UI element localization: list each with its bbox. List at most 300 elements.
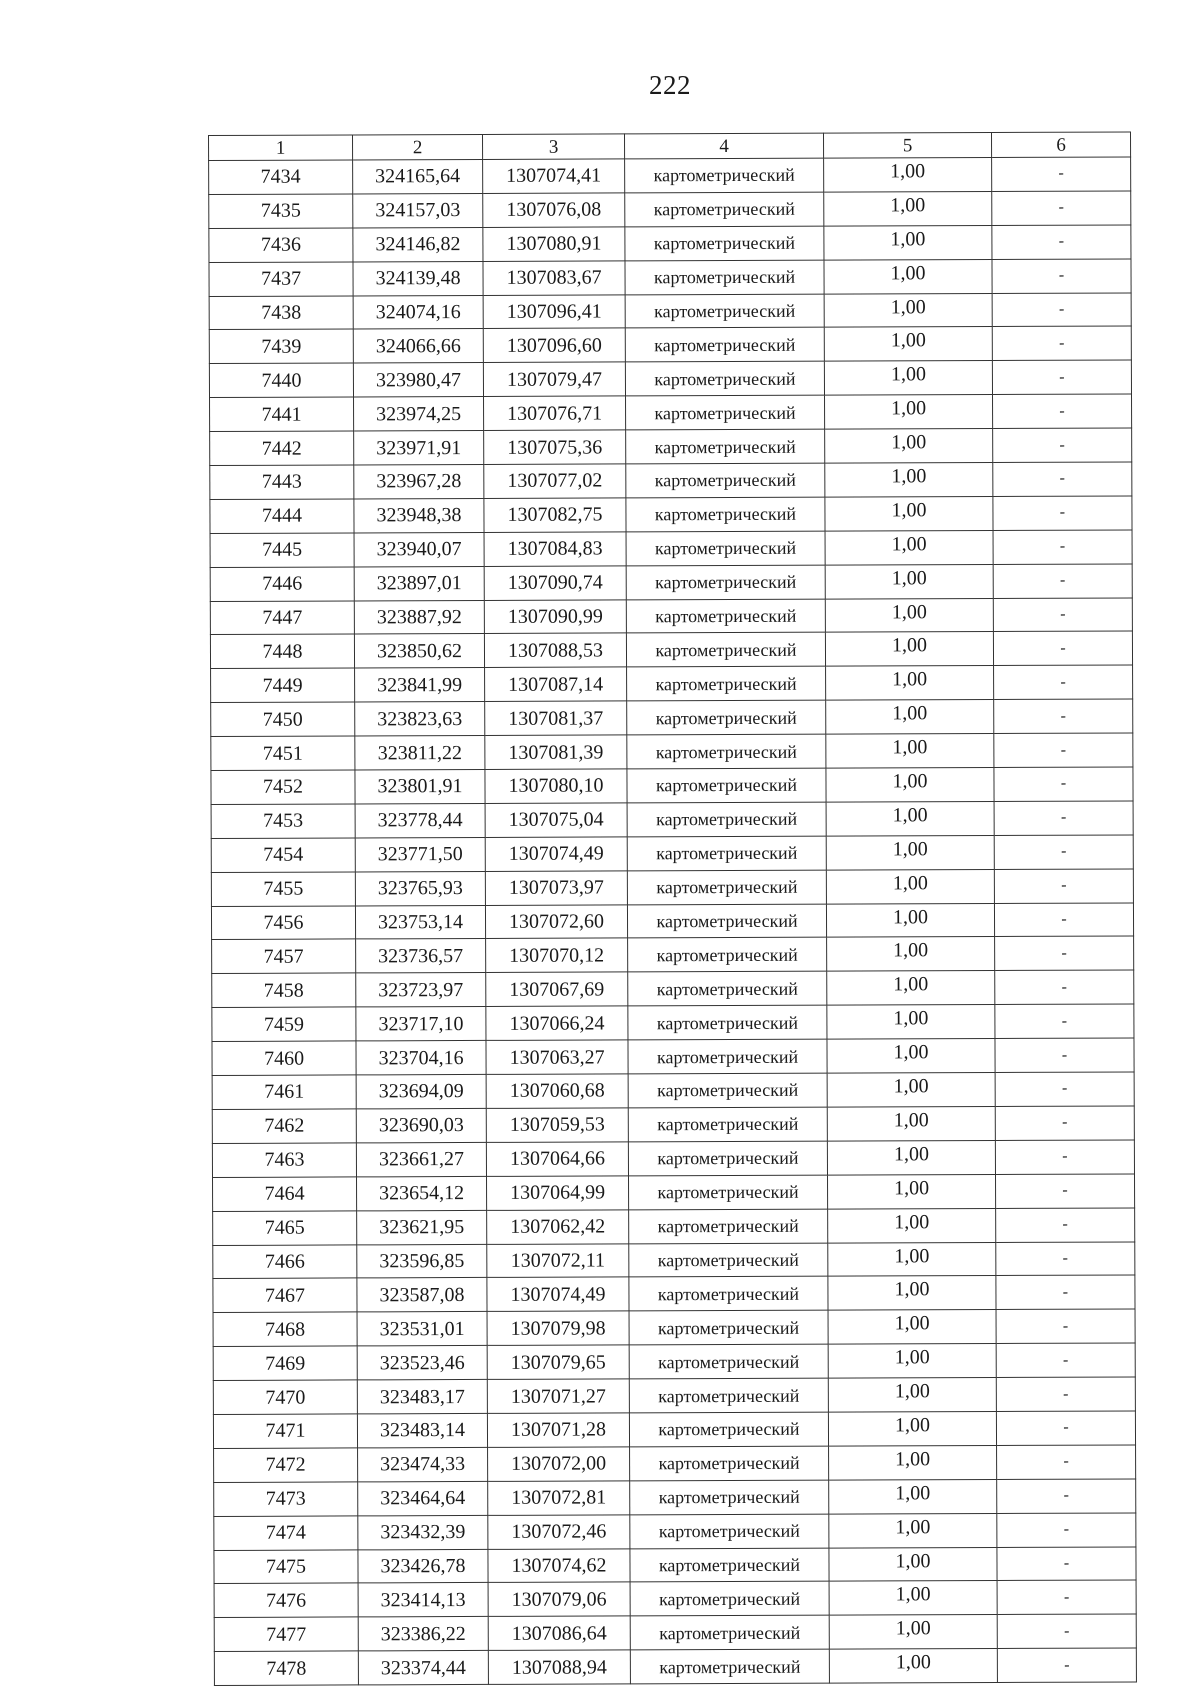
x-coordinate-cell: 323841,99	[355, 668, 485, 702]
table-row	[210, 530, 1132, 567]
description-cell: -	[995, 936, 1134, 970]
accuracy-cell: 1,00	[829, 1547, 997, 1582]
coordinates-table	[208, 131, 1137, 1686]
y-coordinate-cell: 1307077,02	[484, 464, 626, 498]
table-row	[211, 835, 1133, 872]
table-row	[214, 1513, 1136, 1550]
y-coordinate-cell: 1307066,24	[486, 1006, 628, 1040]
method-cell: картометрический	[630, 1582, 829, 1617]
x-coordinate-cell: 323694,09	[356, 1074, 486, 1108]
method-cell: картометрический	[630, 1480, 829, 1515]
table-row	[211, 767, 1133, 804]
x-coordinate-cell: 323474,33	[358, 1447, 488, 1481]
method-cell: картометрический	[629, 1344, 828, 1379]
method-cell: картометрический	[626, 531, 825, 566]
method-cell: картометрический	[628, 1073, 827, 1108]
point-number-cell: 7452	[211, 770, 355, 804]
accuracy-cell: 1,00	[825, 564, 993, 599]
x-coordinate-cell: 323587,08	[357, 1278, 487, 1312]
x-coordinate-cell: 323887,92	[354, 600, 484, 634]
accuracy-cell: 1,00	[827, 937, 995, 972]
column-header-3: 3	[482, 134, 624, 160]
x-coordinate-cell: 324146,82	[353, 227, 483, 261]
point-number-cell: 7443	[210, 465, 354, 499]
y-coordinate-cell: 1307076,71	[484, 396, 626, 430]
method-cell: картометрический	[626, 463, 825, 498]
table-row	[210, 428, 1132, 465]
table-row	[213, 1377, 1135, 1414]
table-row	[209, 326, 1131, 363]
description-cell: -	[995, 970, 1134, 1004]
table-row	[213, 1208, 1135, 1245]
point-number-cell: 7446	[210, 567, 354, 601]
description-cell: -	[994, 699, 1133, 733]
point-number-cell: 7456	[211, 906, 355, 940]
description-cell: -	[995, 1106, 1134, 1140]
point-number-cell: 7450	[211, 702, 355, 736]
method-cell: картометрический	[627, 802, 826, 837]
table-row	[210, 598, 1132, 635]
accuracy-cell: 1,00	[829, 1445, 997, 1480]
point-number-cell: 7453	[211, 804, 355, 838]
table-row	[210, 394, 1132, 431]
description-cell: -	[993, 394, 1132, 428]
table-row	[210, 631, 1132, 668]
point-number-cell: 7434	[209, 160, 353, 194]
accuracy-cell: 1,00	[824, 191, 992, 226]
description-cell: -	[997, 1479, 1136, 1513]
table-row	[214, 1614, 1136, 1651]
accuracy-cell: 1,00	[825, 395, 993, 430]
table-row	[212, 1106, 1134, 1143]
description-cell: -	[993, 530, 1132, 564]
table-row	[213, 1174, 1135, 1211]
y-coordinate-cell: 1307088,94	[488, 1650, 630, 1684]
method-cell: картометрический	[630, 1446, 829, 1481]
method-cell: картометрический	[629, 1243, 828, 1278]
point-number-cell: 7466	[213, 1244, 357, 1278]
x-coordinate-cell: 324074,16	[353, 295, 483, 329]
point-number-cell: 7459	[212, 1007, 356, 1041]
accuracy-cell: 1,00	[826, 734, 994, 769]
y-coordinate-cell: 1307096,41	[483, 294, 625, 328]
method-cell: картометрический	[627, 734, 826, 769]
x-coordinate-cell: 323967,28	[354, 464, 484, 498]
y-coordinate-cell: 1307079,06	[488, 1582, 630, 1616]
accuracy-cell: 1,00	[824, 157, 992, 192]
description-cell: -	[997, 1580, 1136, 1614]
y-coordinate-cell: 1307084,83	[484, 532, 626, 566]
description-cell: -	[993, 564, 1132, 598]
point-number-cell: 7440	[209, 363, 353, 397]
accuracy-cell: 1,00	[828, 1208, 996, 1243]
table-row	[210, 564, 1132, 601]
table-row	[209, 293, 1131, 330]
point-number-cell: 7463	[212, 1143, 356, 1177]
description-cell: -	[996, 1309, 1135, 1343]
accuracy-cell: 1,00	[829, 1615, 997, 1650]
accuracy-cell: 1,00	[829, 1649, 997, 1684]
accuracy-cell: 1,00	[825, 632, 993, 667]
y-coordinate-cell: 1307060,68	[486, 1074, 628, 1108]
table-row	[210, 496, 1132, 533]
x-coordinate-cell: 323654,12	[357, 1176, 487, 1210]
point-number-cell: 7438	[209, 296, 353, 330]
description-cell: -	[996, 1411, 1135, 1445]
method-cell: картометрический	[629, 1277, 828, 1312]
accuracy-cell: 1,00	[826, 768, 994, 803]
point-number-cell: 7435	[209, 194, 353, 228]
description-cell: -	[993, 462, 1132, 496]
point-number-cell: 7468	[213, 1312, 357, 1346]
x-coordinate-cell: 323464,64	[358, 1481, 488, 1515]
method-cell: картометрический	[630, 1548, 829, 1583]
point-number-cell: 7467	[213, 1278, 357, 1312]
y-coordinate-cell: 1307073,97	[485, 871, 627, 905]
y-coordinate-cell: 1307079,47	[483, 362, 625, 396]
description-cell: -	[995, 1072, 1134, 1106]
method-cell: картометрический	[630, 1514, 829, 1549]
accuracy-cell: 1,00	[825, 496, 993, 531]
method-cell: картометрический	[625, 226, 824, 261]
description-cell: -	[996, 1241, 1135, 1275]
x-coordinate-cell: 323414,13	[358, 1583, 488, 1617]
accuracy-cell: 1,00	[825, 598, 993, 633]
description-cell: -	[996, 1343, 1135, 1377]
table-row	[211, 665, 1133, 702]
method-cell: картометрический	[629, 1209, 828, 1244]
description-cell: -	[994, 767, 1133, 801]
accuracy-cell: 1,00	[827, 1039, 995, 1074]
accuracy-cell: 1,00	[824, 361, 992, 396]
y-coordinate-cell: 1307090,74	[484, 566, 626, 600]
table-row	[209, 225, 1131, 262]
table-row	[212, 1072, 1134, 1109]
y-coordinate-cell: 1307083,67	[483, 261, 625, 295]
y-coordinate-cell: 1307072,00	[488, 1447, 630, 1481]
x-coordinate-cell: 323771,50	[355, 837, 485, 871]
y-coordinate-cell: 1307090,99	[484, 599, 626, 633]
method-cell: картометрический	[629, 1412, 828, 1447]
method-cell: картометрический	[626, 633, 825, 668]
accuracy-cell: 1,00	[824, 225, 992, 260]
y-coordinate-cell: 1307071,27	[487, 1379, 629, 1413]
point-number-cell: 7442	[210, 431, 354, 465]
method-cell: картометрический	[628, 1005, 827, 1040]
x-coordinate-cell: 323753,14	[355, 905, 485, 939]
table-row	[214, 1479, 1136, 1516]
method-cell: картометрический	[628, 1107, 827, 1142]
x-coordinate-cell: 323432,39	[358, 1515, 488, 1549]
y-coordinate-cell: 1307081,39	[485, 735, 627, 769]
accuracy-cell: 1,00	[825, 429, 993, 464]
point-number-cell: 7449	[211, 668, 355, 702]
y-coordinate-cell: 1307064,66	[486, 1142, 628, 1176]
accuracy-cell: 1,00	[826, 700, 994, 735]
table-row	[212, 1038, 1134, 1075]
y-coordinate-cell: 1307080,91	[483, 227, 625, 261]
accuracy-cell: 1,00	[824, 327, 992, 362]
accuracy-cell: 1,00	[827, 1005, 995, 1040]
description-cell: -	[993, 598, 1132, 632]
x-coordinate-cell: 323704,16	[356, 1041, 486, 1075]
y-coordinate-cell: 1307074,49	[487, 1277, 629, 1311]
description-cell: -	[992, 293, 1131, 327]
description-cell: -	[996, 1208, 1135, 1242]
y-coordinate-cell: 1307072,11	[487, 1243, 629, 1277]
method-cell: картометрический	[630, 1649, 829, 1684]
y-coordinate-cell: 1307079,65	[487, 1345, 629, 1379]
x-coordinate-cell: 323850,62	[354, 634, 484, 668]
x-coordinate-cell: 323374,44	[358, 1651, 488, 1685]
method-cell: картометрический	[625, 192, 824, 227]
x-coordinate-cell: 323596,85	[357, 1244, 487, 1278]
accuracy-cell: 1,00	[827, 1140, 995, 1175]
description-cell: -	[994, 733, 1133, 767]
accuracy-cell: 1,00	[829, 1479, 997, 1514]
x-coordinate-cell: 324165,64	[353, 159, 483, 193]
y-coordinate-cell: 1307087,14	[485, 667, 627, 701]
method-cell: картометрический	[625, 158, 824, 193]
description-cell: -	[992, 191, 1131, 225]
x-coordinate-cell: 323974,25	[354, 397, 484, 431]
accuracy-cell: 1,00	[827, 1106, 995, 1141]
description-cell: -	[992, 326, 1131, 360]
method-cell: картометрический	[626, 395, 825, 430]
point-number-cell: 7473	[214, 1482, 358, 1516]
y-coordinate-cell: 1307074,49	[485, 837, 627, 871]
table-row	[212, 970, 1134, 1007]
y-coordinate-cell: 1307080,10	[485, 769, 627, 803]
table-row	[210, 462, 1132, 499]
accuracy-cell: 1,00	[826, 903, 994, 938]
y-coordinate-cell: 1307096,60	[483, 328, 625, 362]
method-cell: картометрический	[629, 1310, 828, 1345]
point-number-cell: 7437	[209, 262, 353, 296]
page-number: 222	[649, 70, 691, 100]
method-cell: картометрический	[628, 972, 827, 1007]
column-header-6: 6	[991, 132, 1130, 158]
x-coordinate-cell: 323426,78	[358, 1549, 488, 1583]
description-cell: -	[995, 1004, 1134, 1038]
y-coordinate-cell: 1307072,46	[488, 1515, 630, 1549]
x-coordinate-cell: 323778,44	[355, 803, 485, 837]
method-cell: картометрический	[630, 1615, 829, 1650]
table-row	[214, 1546, 1136, 1583]
y-coordinate-cell: 1307075,04	[485, 803, 627, 837]
description-cell: -	[997, 1513, 1136, 1547]
column-header-1: 1	[209, 135, 353, 161]
y-coordinate-cell: 1307071,28	[487, 1413, 629, 1447]
x-coordinate-cell: 323801,91	[355, 769, 485, 803]
x-coordinate-cell: 323723,97	[356, 973, 486, 1007]
column-header-5: 5	[823, 132, 991, 158]
description-cell: -	[992, 225, 1131, 259]
table-body	[209, 157, 1137, 1686]
description-cell: -	[992, 157, 1131, 191]
description-cell: -	[993, 631, 1132, 665]
method-cell: картометрический	[626, 497, 825, 532]
description-cell: -	[996, 1275, 1135, 1309]
description-cell: -	[995, 1038, 1134, 1072]
x-coordinate-cell: 323483,17	[357, 1379, 487, 1413]
y-coordinate-cell: 1307075,36	[484, 430, 626, 464]
accuracy-cell: 1,00	[824, 259, 992, 294]
method-cell: картометрический	[627, 870, 826, 905]
method-cell: картометрический	[625, 294, 824, 329]
y-coordinate-cell: 1307072,60	[485, 904, 627, 938]
accuracy-cell: 1,00	[828, 1276, 996, 1311]
y-coordinate-cell: 1307074,62	[488, 1548, 630, 1582]
point-number-cell: 7451	[211, 736, 355, 770]
y-coordinate-cell: 1307081,37	[485, 701, 627, 735]
point-number-cell: 7441	[210, 397, 354, 431]
x-coordinate-cell: 323531,01	[357, 1312, 487, 1346]
y-coordinate-cell: 1307070,12	[486, 938, 628, 972]
accuracy-cell: 1,00	[825, 530, 993, 565]
table-row	[212, 936, 1134, 973]
accuracy-cell: 1,00	[826, 869, 994, 904]
x-coordinate-cell: 323690,03	[356, 1108, 486, 1142]
y-coordinate-cell: 1307064,99	[486, 1176, 628, 1210]
x-coordinate-cell: 324157,03	[353, 193, 483, 227]
table-row	[213, 1309, 1135, 1346]
method-cell: картометрический	[627, 768, 826, 803]
accuracy-cell: 1,00	[827, 971, 995, 1006]
point-number-cell: 7464	[213, 1177, 357, 1211]
point-number-cell: 7436	[209, 228, 353, 262]
point-number-cell: 7458	[212, 973, 356, 1007]
accuracy-cell: 1,00	[828, 1310, 996, 1345]
description-cell: -	[995, 1140, 1134, 1174]
table-row	[213, 1241, 1135, 1278]
method-cell: картометрический	[627, 904, 826, 939]
point-number-cell: 7469	[213, 1346, 357, 1380]
method-cell: картометрический	[626, 429, 825, 464]
table-row	[211, 801, 1133, 838]
table-row	[212, 1004, 1134, 1041]
point-number-cell: 7445	[210, 533, 354, 567]
point-number-cell: 7444	[210, 499, 354, 533]
x-coordinate-cell: 323523,46	[357, 1346, 487, 1380]
y-coordinate-cell: 1307076,08	[483, 193, 625, 227]
x-coordinate-cell: 323717,10	[356, 1007, 486, 1041]
y-coordinate-cell: 1307079,98	[487, 1311, 629, 1345]
column-header-2: 2	[353, 134, 483, 159]
x-coordinate-cell: 323948,38	[354, 498, 484, 532]
description-cell: -	[994, 801, 1133, 835]
table-row	[211, 733, 1133, 770]
x-coordinate-cell: 324066,66	[353, 329, 483, 363]
accuracy-cell: 1,00	[827, 1174, 995, 1209]
point-number-cell: 7461	[212, 1075, 356, 1109]
column-header-4: 4	[624, 133, 823, 159]
point-number-cell: 7460	[212, 1041, 356, 1075]
point-number-cell: 7476	[214, 1583, 358, 1617]
y-coordinate-cell: 1307072,81	[488, 1481, 630, 1515]
table-row	[214, 1445, 1136, 1482]
method-cell: картометрический	[629, 1378, 828, 1413]
x-coordinate-cell: 323971,91	[354, 431, 484, 465]
point-number-cell: 7457	[212, 939, 356, 973]
x-coordinate-cell: 323897,01	[354, 566, 484, 600]
x-coordinate-cell: 323980,47	[353, 363, 483, 397]
description-cell: -	[995, 1174, 1134, 1208]
method-cell: картометрический	[628, 1141, 827, 1176]
table-row	[211, 869, 1133, 906]
x-coordinate-cell: 323765,93	[355, 871, 485, 905]
x-coordinate-cell: 323661,27	[356, 1142, 486, 1176]
description-cell: -	[996, 1377, 1135, 1411]
accuracy-cell: 1,00	[825, 463, 993, 498]
method-cell: картометрический	[625, 361, 824, 396]
point-number-cell: 7455	[211, 872, 355, 906]
point-number-cell: 7447	[210, 601, 354, 635]
point-number-cell: 7477	[214, 1617, 358, 1651]
table-row	[213, 1275, 1135, 1312]
table-header	[209, 132, 1131, 161]
table-row	[213, 1411, 1135, 1448]
x-coordinate-cell: 323823,63	[355, 702, 485, 736]
description-cell: -	[994, 665, 1133, 699]
method-cell: картометрический	[626, 599, 825, 634]
point-number-cell: 7439	[209, 329, 353, 363]
accuracy-cell: 1,00	[826, 801, 994, 836]
point-number-cell: 7475	[214, 1549, 358, 1583]
table-row	[214, 1648, 1136, 1685]
x-coordinate-cell: 323736,57	[356, 939, 486, 973]
method-cell: картометрический	[627, 700, 826, 735]
y-coordinate-cell: 1307067,69	[486, 972, 628, 1006]
point-number-cell: 7478	[214, 1651, 358, 1685]
description-cell: -	[992, 259, 1131, 293]
description-cell: -	[992, 360, 1131, 394]
y-coordinate-cell: 1307063,27	[486, 1040, 628, 1074]
y-coordinate-cell: 1307088,53	[484, 633, 626, 667]
accuracy-cell: 1,00	[824, 293, 992, 328]
point-number-cell: 7471	[213, 1414, 357, 1448]
accuracy-cell: 1,00	[827, 1073, 995, 1108]
accuracy-cell: 1,00	[826, 835, 994, 870]
x-coordinate-cell: 323621,95	[357, 1210, 487, 1244]
table-row	[213, 1343, 1135, 1380]
accuracy-cell: 1,00	[829, 1513, 997, 1548]
x-coordinate-cell: 323386,22	[358, 1617, 488, 1651]
method-cell: картометрический	[627, 666, 826, 701]
description-cell: -	[997, 1546, 1136, 1580]
table-row	[209, 360, 1131, 397]
method-cell: картометрический	[628, 938, 827, 973]
point-number-cell: 7462	[212, 1109, 356, 1143]
description-cell: -	[997, 1614, 1136, 1648]
description-cell: -	[994, 835, 1133, 869]
accuracy-cell: 1,00	[826, 666, 994, 701]
point-number-cell: 7472	[214, 1448, 358, 1482]
table-row	[214, 1580, 1136, 1617]
y-coordinate-cell: 1307059,53	[486, 1108, 628, 1142]
table-row	[212, 1140, 1134, 1177]
description-cell: -	[993, 428, 1132, 462]
description-cell: -	[994, 903, 1133, 937]
x-coordinate-cell: 324139,48	[353, 261, 483, 295]
point-number-cell: 7470	[213, 1380, 357, 1414]
method-cell: картометрический	[628, 1039, 827, 1074]
method-cell: картометрический	[625, 260, 824, 295]
point-number-cell: 7474	[214, 1516, 358, 1550]
table-row	[209, 157, 1131, 194]
point-number-cell: 7454	[211, 838, 355, 872]
x-coordinate-cell: 323940,07	[354, 532, 484, 566]
